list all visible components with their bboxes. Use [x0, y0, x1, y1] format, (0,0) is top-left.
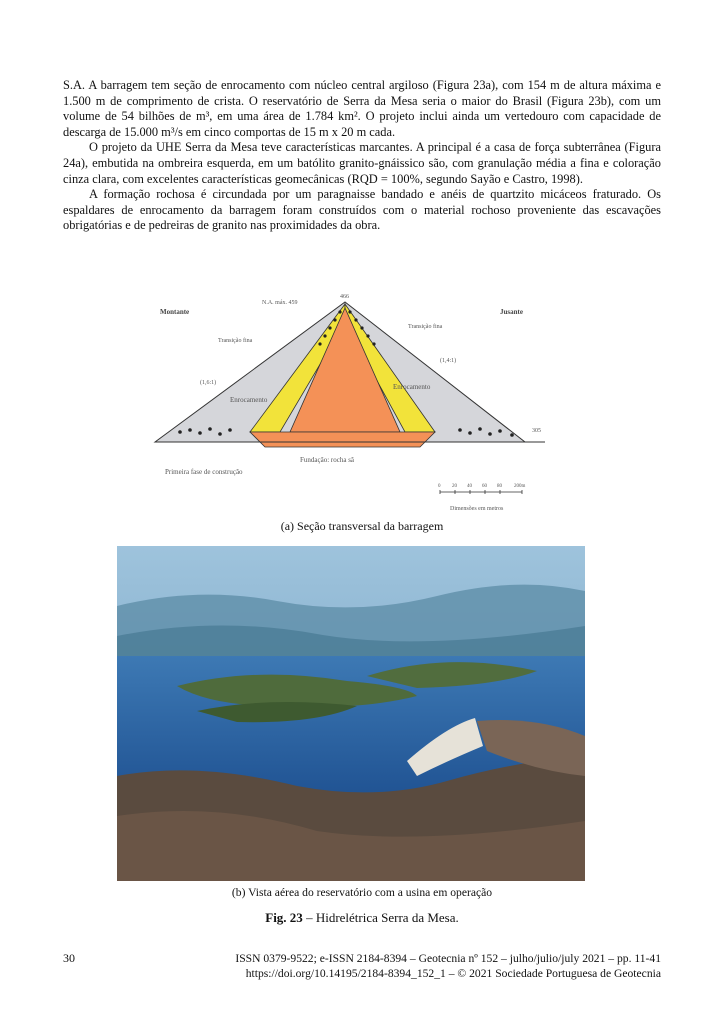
scale-label: Dimensões em metros: [450, 506, 504, 512]
figure-a-caption: (a) Seção transversal da barragem: [280, 519, 444, 533]
footer-doi: https://doi.org/10.14195/2184-8394_152_1 – © 2021 Sociedade Portuguesa de Geotecnia: [245, 967, 661, 980]
paragraph-2: O projeto da UHE Serra da Mesa teve características marcantes. A principal é a casa de força subterrânea (Figura 24a), embutida na ombreira esquerda, em um batólito granito-gnáissico são, com granulação média a fina e coloração cinza clara, com excelentes características geomecânicas (RQD = 100%, segundo Sayão e Castro, 1998).: [63, 140, 661, 186]
label-rockfill-left: Enrocamento: [230, 396, 268, 404]
label-transition-left: Transição fina: [218, 338, 253, 344]
scale-bar: [438, 484, 526, 512]
aerial-reservoir-photo: [117, 546, 585, 881]
label-slope-right: (1,4:1): [440, 358, 457, 364]
figure-b-caption: (b) Vista aérea do reservatório com a usina em operação: [231, 886, 493, 899]
figure-label: Fig. 23: [265, 910, 303, 925]
footer: [235, 951, 661, 981]
figure-title-text: – Hidrelétrica Serra da Mesa.: [302, 910, 459, 925]
label-first-phase: Primeira fase de construção: [165, 468, 243, 476]
scale-tick: 0: [438, 484, 441, 489]
label-downstream-level: 305: [532, 428, 541, 434]
body-text: [63, 78, 661, 234]
label-jusante: Jusante: [500, 308, 523, 316]
label-foundation: Fundação: rocha sã: [300, 456, 355, 464]
page-number: 30: [63, 951, 75, 965]
scale-tick: 40: [467, 484, 472, 489]
label-transition-right: Transição fina: [408, 324, 443, 330]
foundation-core: [250, 432, 435, 447]
label-crest: 466: [340, 294, 349, 300]
label-rockfill-right: Enrocamento: [393, 383, 431, 391]
scale-tick: 80: [497, 484, 502, 489]
figure-title: [0, 910, 724, 926]
paragraph-1: S.A. A barragem tem seção de enrocamento com núcleo central argiloso (Figura 23a), com 154 m de altura máxima e 1.500 m de comprimento de crista. O reservatório de Serra da Mesa seria o maior do Brasil (Figura 23b), com um volume de 54 bilhões de m³, em uma área de 1.784 km². O projeto inclui ainda um vertedouro com capacidade de descarga de 15.000 m³/s em cinco comportas de 15 m x 20 m cada.: [63, 78, 661, 139]
label-na: N.A. máx. 459: [262, 300, 298, 306]
label-slope-left: (1,6:1): [200, 380, 217, 386]
scale-tick: 60: [482, 484, 487, 489]
dam-cross-section-figure: [150, 292, 550, 520]
scale-tick: 200m: [514, 484, 526, 489]
scale-tick: 20: [452, 484, 457, 489]
footer-issn: ISSN 0379-9522; e-ISSN 2184-8394 – Geotecnia nº 152 – julho/julio/july 2021 – pp. 11-41: [235, 952, 661, 965]
label-montante: Montante: [160, 308, 190, 316]
paragraph-3: A formação rochosa é circundada por um paragnaisse bandado e anéis de quartzito micáceos fraturado. Os espaldares de enrocamento da barragem foram construídos com o material rochoso proveniente das escavações obrigatórias e de pedreiras de granito nas proximidades da obra.: [63, 187, 661, 233]
